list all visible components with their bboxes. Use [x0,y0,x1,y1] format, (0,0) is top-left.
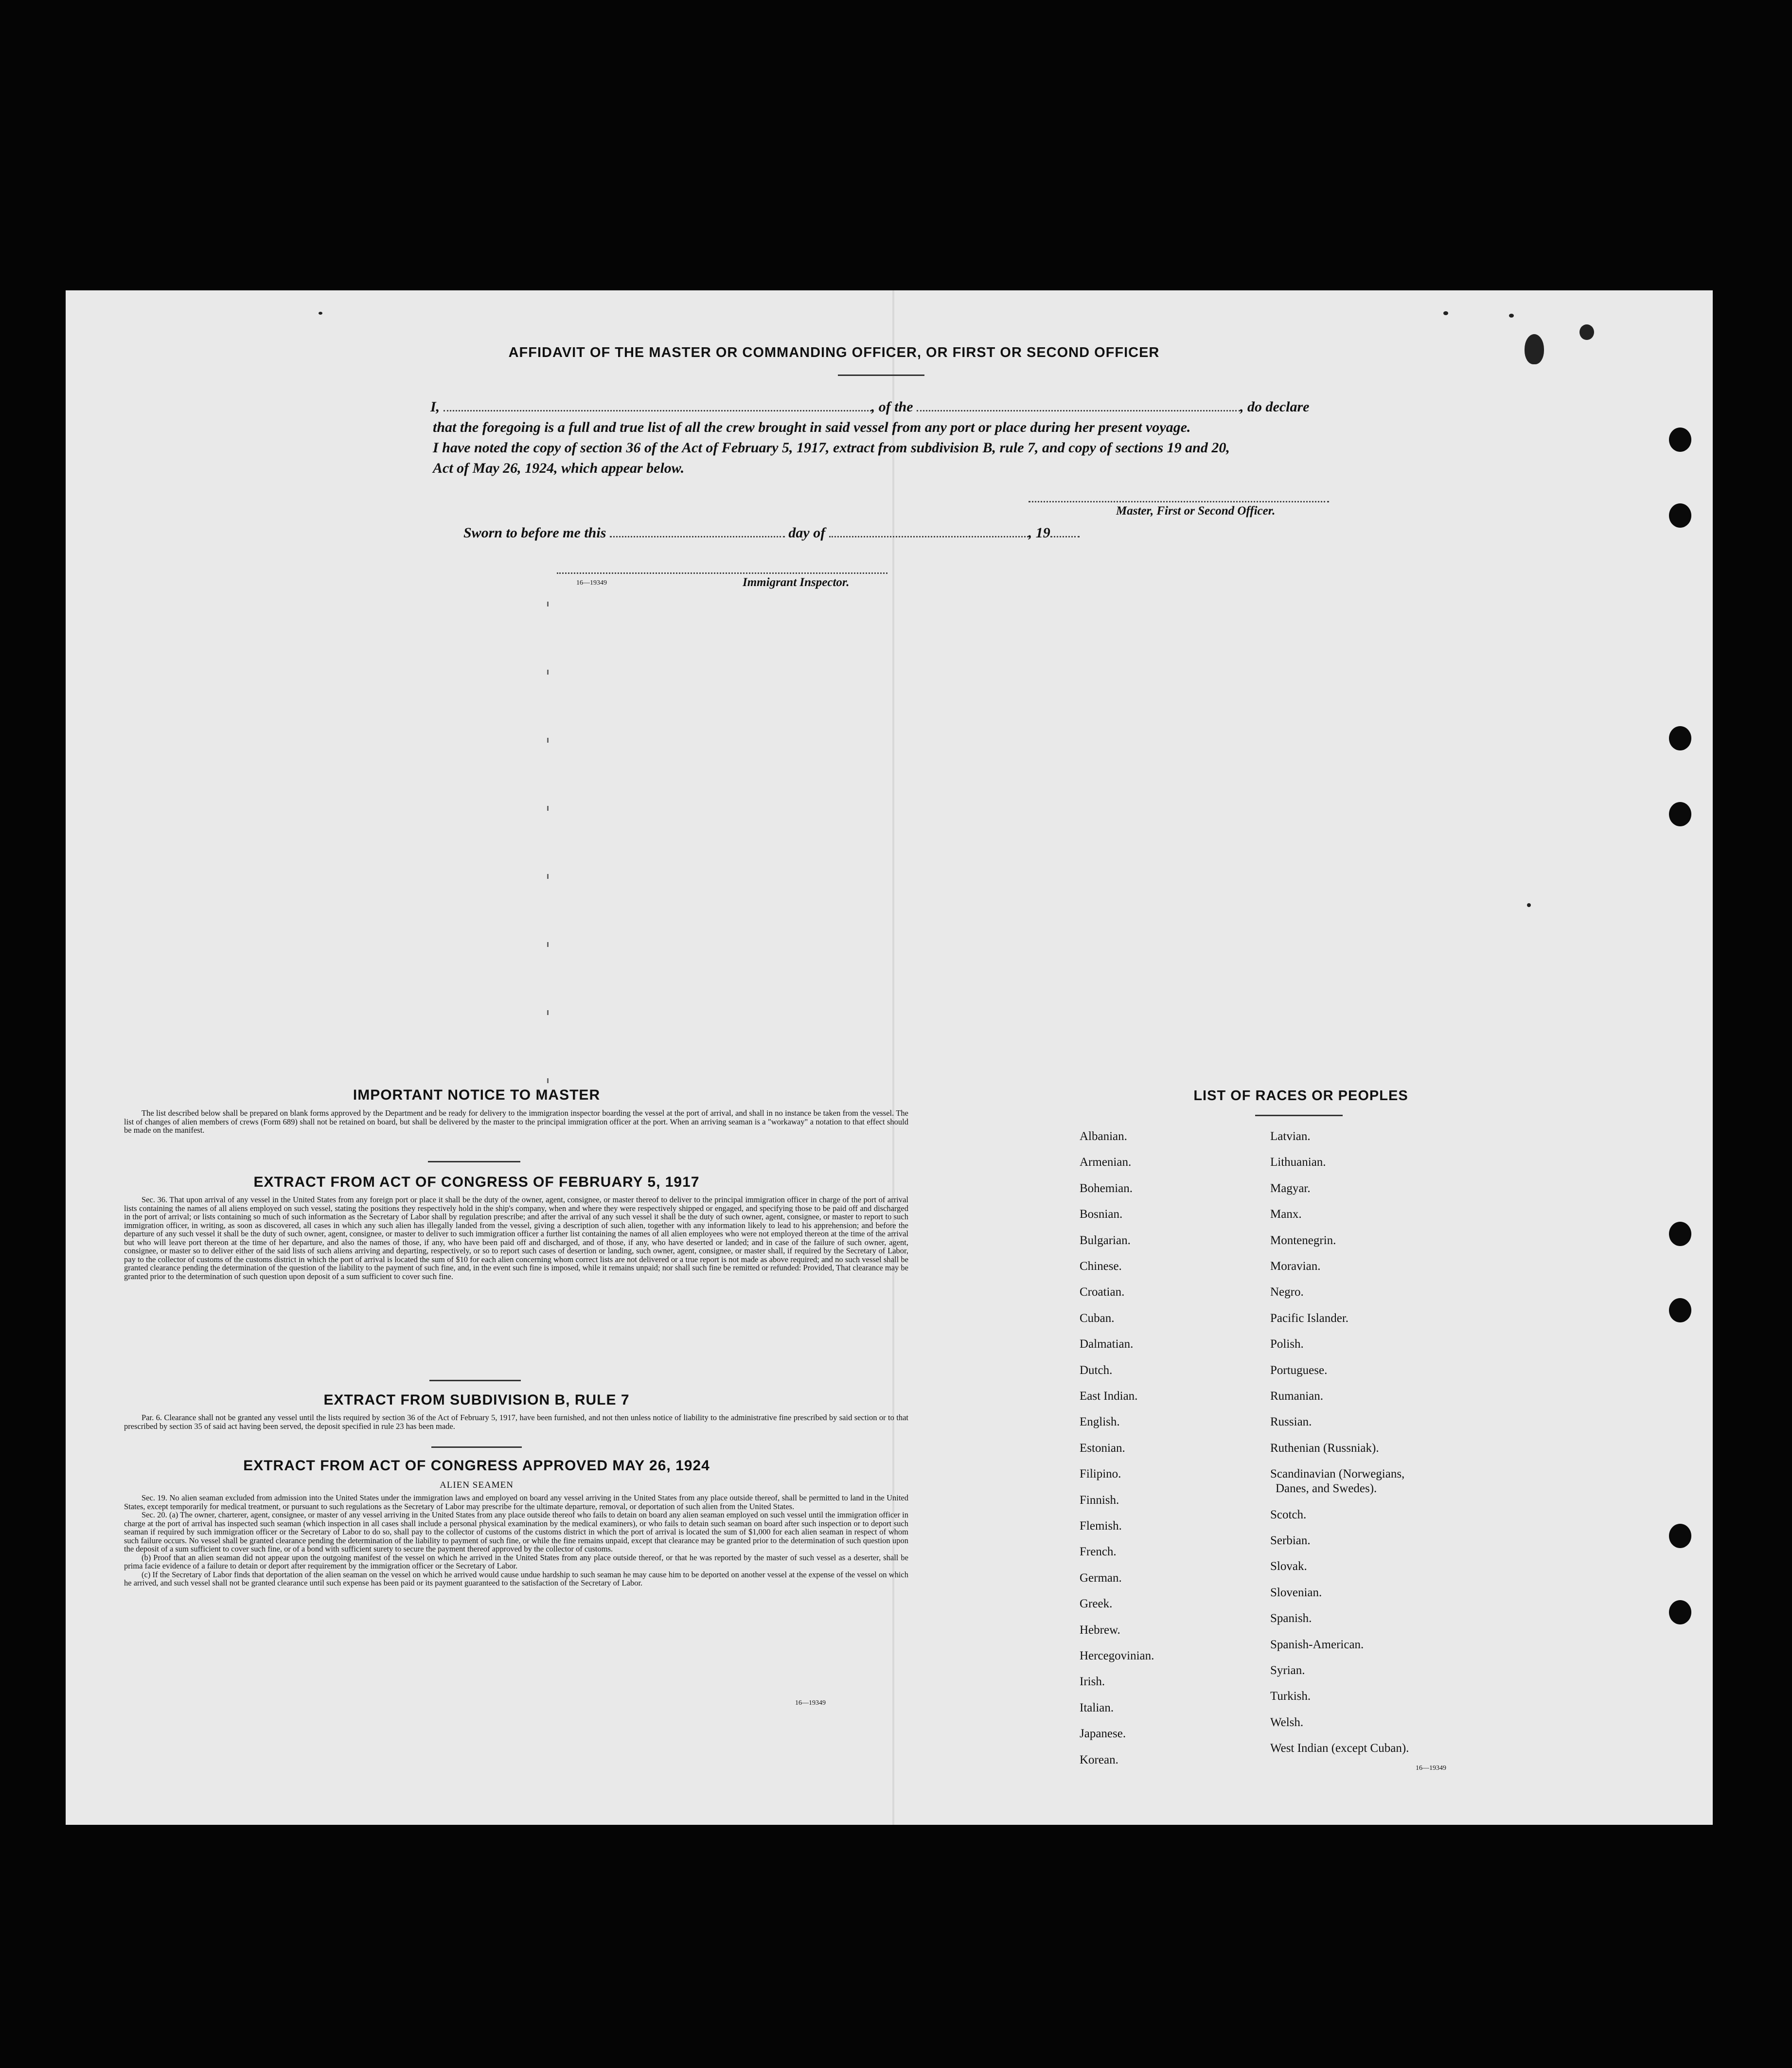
stray-mark [547,874,549,879]
ink-speck [1443,311,1448,315]
punch-hole [1669,802,1691,826]
race-item: Filipino. [1080,1467,1121,1481]
notice-title: IMPORTANT NOTICE TO MASTER [353,1087,601,1103]
race-item: Greek. [1080,1597,1113,1611]
race-item: Serbian. [1270,1534,1311,1547]
master-signature-line [1029,501,1329,502]
stray-mark [547,1078,549,1083]
punch-hole [1669,503,1691,528]
extract-1924-body [124,1494,908,1587]
ink-speck [1509,314,1514,318]
name-blank [444,403,871,411]
race-item: West Indian (except Cuban). [1270,1742,1409,1755]
race-item: Rumanian. [1270,1390,1324,1403]
race-item: Scandinavian (Norwegians, [1270,1467,1405,1481]
race-item: Magyar. [1270,1181,1311,1195]
affidavit-line-3: I have noted the copy of section 36 of the Act of February 5, 1917, extract from subdivision B, rule 7, and copy of sections 19 and 20, [433,440,1230,456]
punch-hole [1669,1524,1691,1548]
affidavit-of-the: , of the [871,399,913,415]
affidavit-line-1 [430,399,1309,415]
year-label: , 19 [1028,525,1050,541]
race-item: Moravian. [1270,1260,1321,1273]
notice-paragraph: The list described below shall be prepared on blank forms approved by the Department and be ready for delivery to the immigration inspector boarding the vessel at the port of arrival, and shall in no instance be taken from the vessel. The list of changes of alien members of crews (Form 689) shall not be retained on board, but shall be delivered by the master to the principal immigration officer at the port. When an arriving seaman is a "workaway" a notation to that effect should be made on the manifest. [124,1108,908,1135]
punch-hole [1669,1298,1691,1322]
race-item: Chinese. [1080,1260,1122,1273]
race-item: Syrian. [1270,1664,1305,1677]
race-item: Turkish. [1270,1690,1311,1703]
vessel-blank [917,403,1240,411]
race-item: Bulgarian. [1080,1233,1131,1247]
ink-speck [1527,903,1531,907]
race-item: Slovenian. [1270,1586,1322,1599]
sworn-label: Sworn to before me this [463,525,606,541]
race-item: Hercegovinian. [1080,1649,1154,1662]
document-page [66,290,1713,1825]
sworn-day-blank [610,529,785,537]
race-item: Manx. [1270,1208,1302,1221]
race-item: Flemish. [1080,1519,1122,1533]
form-number: 16—19349 [1416,1765,1446,1772]
section-19-paragraph: Sec. 19. No alien seaman excluded from admission into the United States under the immigration laws and employed on board any vessel arriving in the United States from any place outside thereof, shall be permitted to land in the United States, except temporarily for medical treatment, or pursuant to such regulations as the Secretary of Labor may prescribe for the ultimate departure, removal, or deportation of such alien from the United States. [124,1493,908,1511]
race-item: Pacific Islander. [1270,1311,1349,1325]
race-item: Negro. [1270,1285,1304,1299]
race-item: English. [1080,1415,1120,1429]
punch-hole [1669,726,1691,750]
stray-mark [547,670,549,675]
affidavit-do-declare: , do declare [1240,399,1310,415]
stray-mark [547,942,549,947]
race-item: French. [1080,1545,1117,1559]
race-item: Cuban. [1080,1311,1115,1325]
section-20c-paragraph: (c) If the Secretary of Labor finds that deportation of the alien seaman on the vessel on which he arrived would cause undue hardship to such seaman he may cause him to be deported on another vessel at the expense of the vessel on which he arrived, and such vessel shall not be granted clearance until such expense has been paid or its payment guaranteed to the satisfaction of the Secretary of Labor. [124,1569,908,1587]
stray-mark [547,738,549,743]
race-item: Croatian. [1080,1285,1125,1299]
affidavit-line-4: Act of May 26, 1924, which appear below. [433,460,685,476]
stray-mark [547,602,549,606]
ink-speck [319,312,322,315]
race-item: East Indian. [1080,1390,1138,1403]
race-item: Finnish. [1080,1493,1119,1507]
year-blank [1050,529,1080,537]
extract-rule7-title: EXTRACT FROM SUBDIVISION B, RULE 7 [323,1392,630,1408]
inspector-signature-caption: Immigrant Inspector. [743,576,850,589]
punch-hole [1669,1222,1691,1246]
race-item: Latvian. [1270,1130,1311,1143]
form-number: 16—19349 [795,1699,826,1707]
races-title: LIST OF RACES OR PEOPLES [1193,1088,1408,1104]
extract-1917-body [124,1195,908,1281]
race-item: Estonian. [1080,1441,1125,1455]
race-item: Spanish. [1270,1612,1312,1625]
race-item: German. [1080,1571,1122,1585]
title-rule [1255,1115,1343,1116]
affidavit-title: AFFIDAVIT OF THE MASTER OR COMMANDING OFFICER, OR FIRST OR SECOND OFFICER [508,345,1160,360]
race-item: Ruthenian (Russniak). [1270,1441,1379,1455]
sworn-line [463,525,1080,541]
race-item: Portuguese. [1270,1363,1328,1377]
affidavit-line-2: that the foregoing is a full and true list of all the crew brought in said vessel from any port or place during her present voyage. [433,419,1191,435]
inspector-signature-line [557,572,887,574]
section-rule [431,1446,522,1448]
alien-seamen-subtitle: ALIEN SEAMEN [440,1480,514,1490]
punch-hole [1669,1600,1691,1624]
extract-rule7-body [124,1413,908,1430]
stray-mark [547,806,549,811]
stray-mark [547,1010,549,1015]
master-signature-caption: Master, First or Second Officer. [1116,504,1276,517]
form-number: 16—19349 [576,579,607,587]
race-item: Bohemian. [1080,1181,1133,1195]
race-item: Dutch. [1080,1363,1113,1377]
race-item: Italian. [1080,1701,1114,1714]
sworn-month-blank [829,529,1029,537]
race-item: Albanian. [1080,1130,1127,1143]
race-item: Montenegrin. [1270,1233,1336,1247]
race-item: Scotch. [1270,1508,1307,1521]
race-item: Japanese. [1080,1727,1126,1741]
race-item: Armenian. [1080,1156,1132,1169]
extract-1917-title: EXTRACT FROM ACT OF CONGRESS OF FEBRUARY 5, 1917 [253,1174,700,1190]
race-item: Slovak. [1270,1560,1307,1573]
paragraph-6: Par. 6. Clearance shall not be granted any vessel until the lists required by section 36 of the Act of February 5, 1917, have been furnished, and not then unless notice of liability to the administrative fine prescribed by said section or to that prescribed by section 35 of said act having been served, the deposit specified in rule 23 has been made. [124,1413,908,1431]
race-item: Polish. [1270,1337,1304,1351]
race-item: Russian. [1270,1415,1312,1429]
race-item: Lithuanian. [1270,1156,1326,1169]
ink-blot [1525,334,1544,364]
race-item: Spanish-American. [1270,1638,1364,1651]
race-item: Hebrew. [1080,1623,1120,1637]
race-item: Danes, and Swedes). [1276,1482,1377,1496]
section-rule [429,1380,521,1381]
race-item: Bosnian. [1080,1208,1123,1221]
section-20b-paragraph: (b) Proof that an alien seaman did not appear upon the outgoing manifest of the vessel on which he arrived in the United States from any place outside thereof, or that he was reported by the master of such vessel as a deserter, shall be prima facie evidence of a failure to detain or deport after requirement by the immigration officer or the Secretary of Labor. [124,1552,908,1570]
notice-body [124,1109,908,1135]
page-fold [892,290,894,1825]
day-of-label: day of [788,525,826,541]
title-rule [838,374,924,376]
race-item: Irish. [1080,1675,1105,1689]
section-rule [428,1161,520,1162]
race-item: Korean. [1080,1753,1118,1766]
affidavit-i: I, [430,399,440,415]
race-item: Welsh. [1270,1715,1304,1729]
race-item: Dalmatian. [1080,1337,1134,1351]
ink-blot [1579,324,1594,340]
punch-hole [1669,428,1691,452]
section-20a-paragraph: Sec. 20. (a) The owner, charterer, agent, consignee, or master of any vessel arriving in the United States from any place outside thereof who fails to detain on board any alien seaman employed on such vessel until the immigration officer in charge at the port of arrival has inspected such seaman (which inspection in all cases shall include a personal physical examination by the medical examiners), or who fails to detain such seaman on board after such inspection or to deport such seaman if required by such immigration officer or the Secretary of Labor to do so, shall pay to the collector of customs of the customs district in which the port of arrival is located the sum of $1,000 for each alien seaman in respect of whom such failure occurs. No vessel shall be granted clearance pending the determination of the liability to payment of such fine, or while the fine remains unpaid, except that clearance may be granted prior to the determination of such question upon the deposit of a sum sufficient to cover such fine, or of a bond with sufficient surety to secure the payment thereof approved by the collector of customs. [124,1510,908,1553]
section-36-paragraph: Sec. 36. That upon arrival of any vessel in the United States from any foreign port or place it shall be the duty of the owner, agent, consignee, or master thereof to deliver to the principal immigration officer in charge of the port of arrival lists containing the names of all aliens employed on such vessel, stating the positions they respectively hold in the ship's company, when and where they were respectively shipped or engaged, and specifying those to be paid off and discharged in the port of arrival; or lists containing so much of such information as the Secretary of Labor shall by regulation prescribe; and after the arrival of any such vessel it shall be the duty of such owner, agent, consignee, or master to report to such immigration officer, in writing, as soon as discovered, all cases in which any such alien has illegally landed from the vessel, giving a description of such alien, together with any information likely to lead to his apprehension; and before the departure of any such vessel it shall be the duty of such owner, agent, consignee, or master to deliver to such immigration officer a further list containing the names of all alien employees who were not employed thereon at the time of the arrival but who will leave port thereon at the time of her departure, and also the names of those, if any, who have been paid off and discharged, and of those, if any, who have deserted or landed; and in case of the failure of such owner, agent, consignee, or master so to deliver either of the said lists of such aliens arriving and departing, respectively, or so to report such cases of desertion or landing, such owner, agent, consignee, or master shall, if required by the Secretary of Labor, pay to the collector of customs of the customs district in which the port of arrival is located the sum of $10 for each alien concerning whom correct lists are not delivered or a true report is not made as above required; and no such vessel shall be granted clearance pending the determination of the question of the liability to the payment of such fine, and, in the event such fine is imposed, while it remains unpaid; nor shall such fine be remitted or refunded: Provided, That clearance may be granted prior to the determination of such question upon deposit of a sum sufficient to cover such fine. [124,1195,908,1281]
extract-1924-title: EXTRACT FROM ACT OF CONGRESS APPROVED MAY 26, 1924 [243,1458,710,1474]
